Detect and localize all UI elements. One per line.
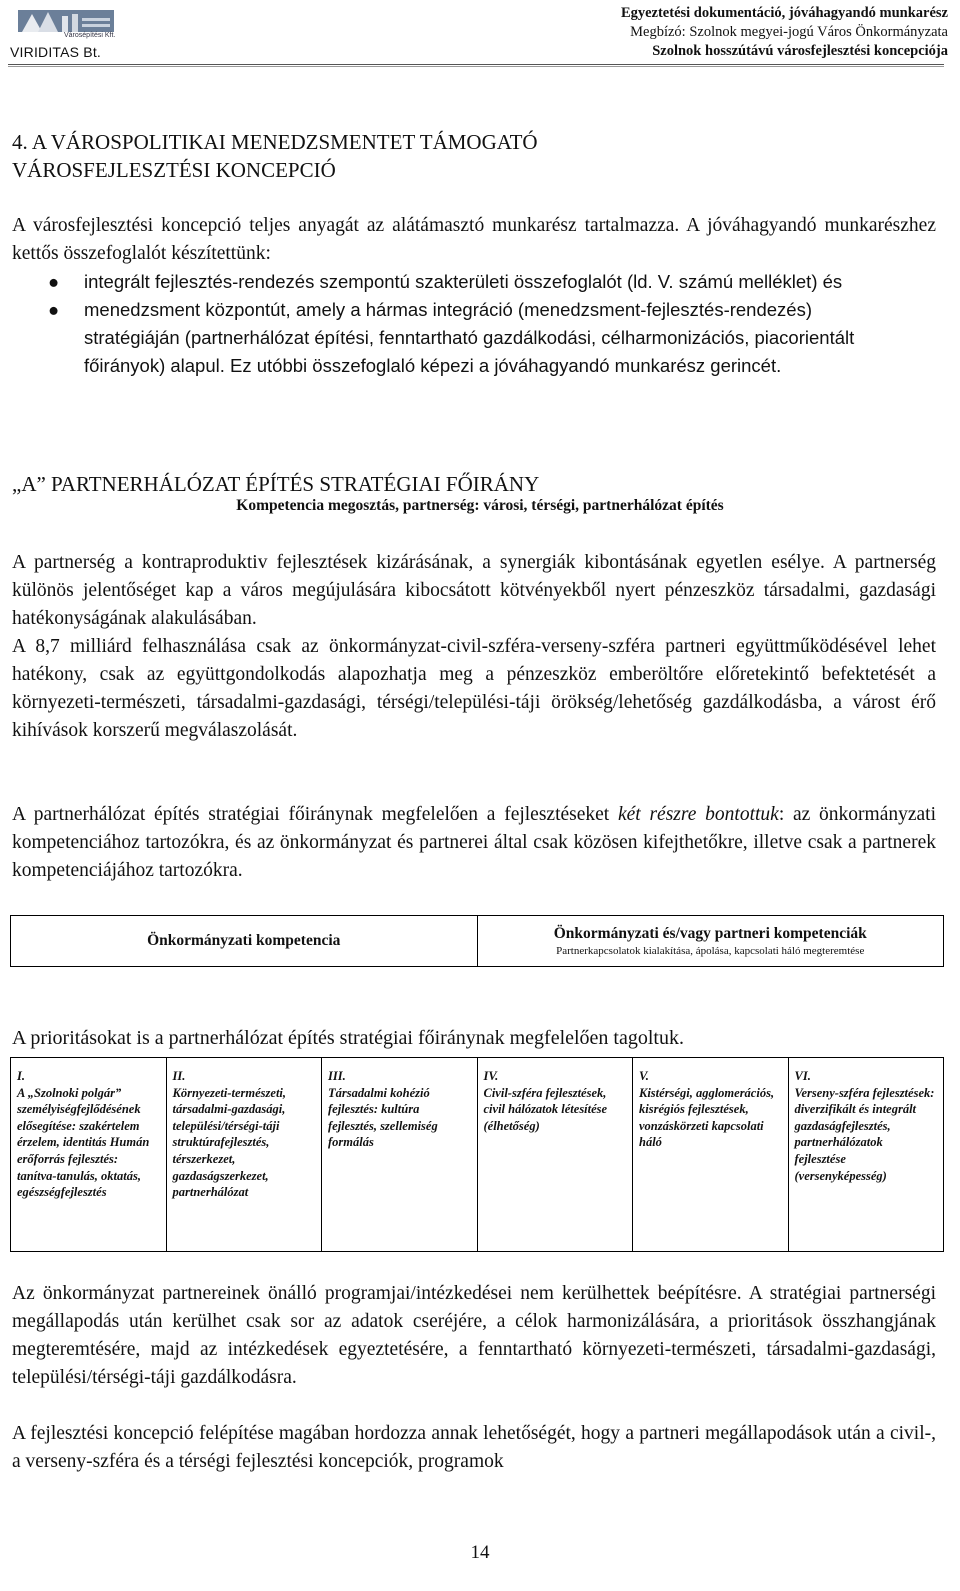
- priorities-table: [10, 1057, 944, 1252]
- priority-cell: [321, 1058, 477, 1251]
- priority-text: Környezeti-természeti, társadalmi-gazdasági, települési/térségi-táji struktúrafejlesztés, térszerkezet, gazdaságszerkezet, partnerhálózat: [172, 1085, 287, 1200]
- priority-cell: [632, 1058, 788, 1251]
- priority-number: I.: [17, 1069, 25, 1083]
- summary-list: [48, 268, 908, 380]
- competence-heading: Önkormányzati és/vagy partneri kompetenciák: [553, 925, 867, 942]
- list-item: [48, 268, 908, 296]
- competence-cell-partner: [477, 916, 944, 966]
- competence-table: [10, 915, 944, 967]
- bullet-icon: ●: [48, 299, 60, 320]
- header-divider: [8, 64, 944, 65]
- bullet-icon: ●: [48, 271, 60, 292]
- priorities-intro: A prioritásokat is a partnerhálózat építés stratégiai főiránynak megfelelően tagoltuk.: [12, 1027, 684, 1049]
- priority-number: V.: [639, 1069, 649, 1083]
- programs-paragraph: Az önkormányzat partnereinek önálló programjai/intézkedései nem kerülhettek beépítésre. A stratégiai partnerségi megállapodás után kerülhet csak sor az adatok cseréjére, a célok harmonizálására, a prioritások összhangjának megteremtésére, majd az intézkedések egyeztetésére, a fenntartható környezeti-természeti, társadalmi-gazdasági, települési/térségi-táji gazdálkodásra.: [12, 1283, 936, 1388]
- concept-paragraph: A fejlesztési koncepció felépítése magában hordozza annak lehetőségét, hogy a partneri megállapodások után a civil-, a verseny-szféra és a térségi fejlesztési koncepciók, programok: [12, 1423, 936, 1472]
- competence-cell-municipal: [11, 916, 477, 966]
- split-text-end: : az önkormányzati kompetenciához tartozókra, és az önkormányzat és partnerei által csak közösen kifejthetőkre, illetve csak a partnerek kompetenciájához tartozókra.: [12, 804, 936, 881]
- split-text-emphasis: két részre bontottuk: [617, 804, 779, 825]
- list-item-text: menedzsment központút, amely a hármas integráció (menedzsment-fejlesztés-rendezés) stratégiáján (partnerhálózat építési, fenntartható gazdálkodási, célharmonizációs, piacorientált főirányok) alapul. Ez utóbbi összefoglaló képezi a jóváhagyandó munkarész gerincét.: [84, 299, 855, 376]
- priority-text: A „Szolnoki polgár” személyiségfejlődésének elősegítése: szakértelem érzelem, identitás Humán erőforrás fejlesztés: tanítva-tanulás, oktatás, egészségfejlesztés: [17, 1085, 150, 1200]
- intro-paragraph: A városfejlesztési koncepció teljes anyagát az alátámasztó munkarész tartalmazza. A jóváhagyandó munkarészhez kettős összefoglalót készítettünk:: [12, 215, 936, 264]
- chapter-title: [12, 128, 912, 184]
- list-item-text: integrált fejlesztés-rendezés szempontú szakterületi összefoglalót (ld. V. számú melléklet) és: [84, 271, 843, 292]
- header-client: Megbízó: Szolnok megyei-jogú Város Önkormányzata: [630, 24, 948, 40]
- company-logo: [8, 2, 120, 62]
- competence-note: Partnerkapcsolatok kialakítása, ápolása, kapcsolati háló megteremtése: [556, 945, 865, 957]
- section-subtitle: Kompetencia megosztás, partnerség: városi, térségi, partnerhálózat építés: [236, 497, 724, 514]
- split-paragraph: [12, 801, 936, 885]
- priority-text: Civil-szféra fejlesztések, civil hálózatok létesítése (élhetőség): [483, 1085, 608, 1133]
- priority-number: IV.: [483, 1069, 499, 1083]
- header-doc-type: Egyeztetési dokumentáció, jóváhagyandó munkarész: [620, 5, 948, 21]
- priority-text: Társadalmi kohézió fejlesztés: kultúra fejlesztés, szellemiség formálás: [328, 1085, 438, 1150]
- priority-cell: [477, 1058, 633, 1251]
- partnership-paragraph: A partnerség a kontraproduktiv fejlesztések kizárásának, a synergiák kibontásának egyetlen esélye. A partnerség különös jelentőséget kap a város megújulására kibocsátott kötvényekből nyert pénzeszköz társadalmi, gazdasági hatékonyságának alakulásában.: [12, 552, 936, 629]
- priority-text: Verseny-szféra fejlesztések: diverzifikált és integrált gazdaságfejlesztés, partnerhálózatok fejlesztése (versenyképesség): [794, 1085, 935, 1183]
- header-divider-secondary: [8, 66, 944, 67]
- priority-number: VI.: [794, 1069, 811, 1083]
- priority-number: III.: [328, 1069, 346, 1083]
- chapter-title-line2: VÁROSFEJLESZTÉSI KONCEPCIÓ: [12, 158, 336, 182]
- priority-cell: [788, 1058, 944, 1251]
- priority-cell: [11, 1058, 166, 1251]
- list-item: [48, 296, 908, 380]
- page-number: 14: [470, 1542, 490, 1563]
- funding-paragraph: A 8,7 milliárd felhasználása csak az önkormányzat-civil-szféra-verseny-szféra partneri együttműködésével lehet hatékony, csak az együttgondolkodás alapozhatja meg a pénzeszköz emberöltőre előretekintő befektetését a környezeti-természeti, társadalmi-gazdasági, térségi/települési-táji örökség/lehetőség gazdálkodásba, a várost érő kihívások korszerű megválaszolását.: [12, 636, 936, 741]
- header-project: Szolnok hosszútávú városfejlesztési koncepciója: [652, 43, 948, 59]
- logo-subtitle: Városépítési Kft.: [64, 32, 116, 39]
- document-header: [621, 4, 948, 61]
- priority-cell: [166, 1058, 322, 1251]
- split-text-start: A partnerhálózat építés stratégiai főiránynak megfelelően a fejlesztéseket: [12, 804, 618, 825]
- priority-text: Kistérségi, agglomerációs, kisrégiós fejlesztések, vonzáskörzeti kapcsolati háló: [639, 1085, 775, 1150]
- priority-number: II.: [172, 1069, 186, 1083]
- competence-heading: Önkormányzati kompetencia: [147, 932, 341, 949]
- section-title: „A” PARTNERHÁLÓZAT ÉPÍTÉS STRATÉGIAI FŐIRÁNY: [12, 472, 540, 496]
- chapter-title-line1: 4. A VÁROSPOLITIKAI MENEDZSMENTET TÁMOGATÓ: [12, 130, 538, 154]
- logo-company-name: VIRIDITAS Bt.: [10, 44, 102, 60]
